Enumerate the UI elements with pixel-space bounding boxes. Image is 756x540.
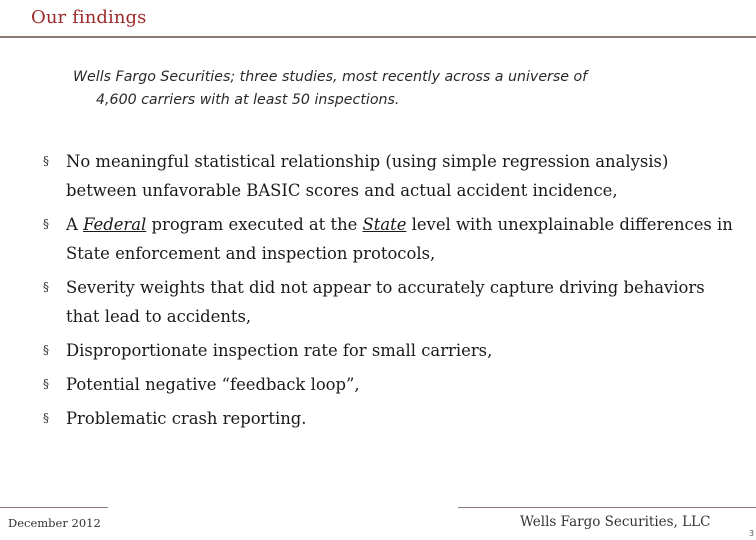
finding-text: Problematic crash reporting. [66,409,307,428]
bullet-square-icon: § [43,280,49,294]
finding-emphasis-federal: Federal [83,215,147,234]
finding-item [43,336,743,365]
findings-list [43,147,743,438]
slide-title: Our findings [31,7,147,28]
footer-date: December 2012 [8,516,101,530]
finding-text: Severity weights that did not appear to accurately capture driving behaviors that lead to accidents, [66,278,705,326]
bullet-square-icon: § [43,411,49,425]
subtitle-line-2: 4,600 carriers with at least 50 inspections. [96,92,400,108]
footer-divider-right [458,507,756,508]
finding-text-mid: program executed at the [146,215,363,234]
finding-emphasis-state: State [362,215,407,234]
slide-subtitle [73,66,693,112]
bullet-square-icon: § [43,217,49,231]
subtitle-line-1: Wells Fargo Securities; three studies, most recently across a universe of [73,69,588,85]
bullet-square-icon: § [43,377,49,391]
finding-item [43,370,743,399]
finding-text-post: level with unexplainable differences in State enforcement and inspection protocols, [66,215,733,263]
footer-brand: Wells Fargo Securities, LLC [520,514,711,530]
finding-item [43,404,743,433]
bullet-square-icon: § [43,154,49,168]
finding-text-pre: A [66,215,84,234]
finding-item [43,210,743,268]
finding-text: No meaningful statistical relationship (using simple regression analysis) between unfavorable BASIC scores and actual accident incidence, [66,152,669,200]
bullet-square-icon: § [43,343,49,357]
title-divider [0,36,756,38]
finding-item [43,147,743,205]
footer-divider-left [0,507,108,508]
finding-text: Potential negative “feedback loop”, [66,375,360,394]
finding-item [43,273,743,331]
page-number: 3 [749,529,755,538]
finding-text: Disproportionate inspection rate for small carriers, [66,341,493,360]
